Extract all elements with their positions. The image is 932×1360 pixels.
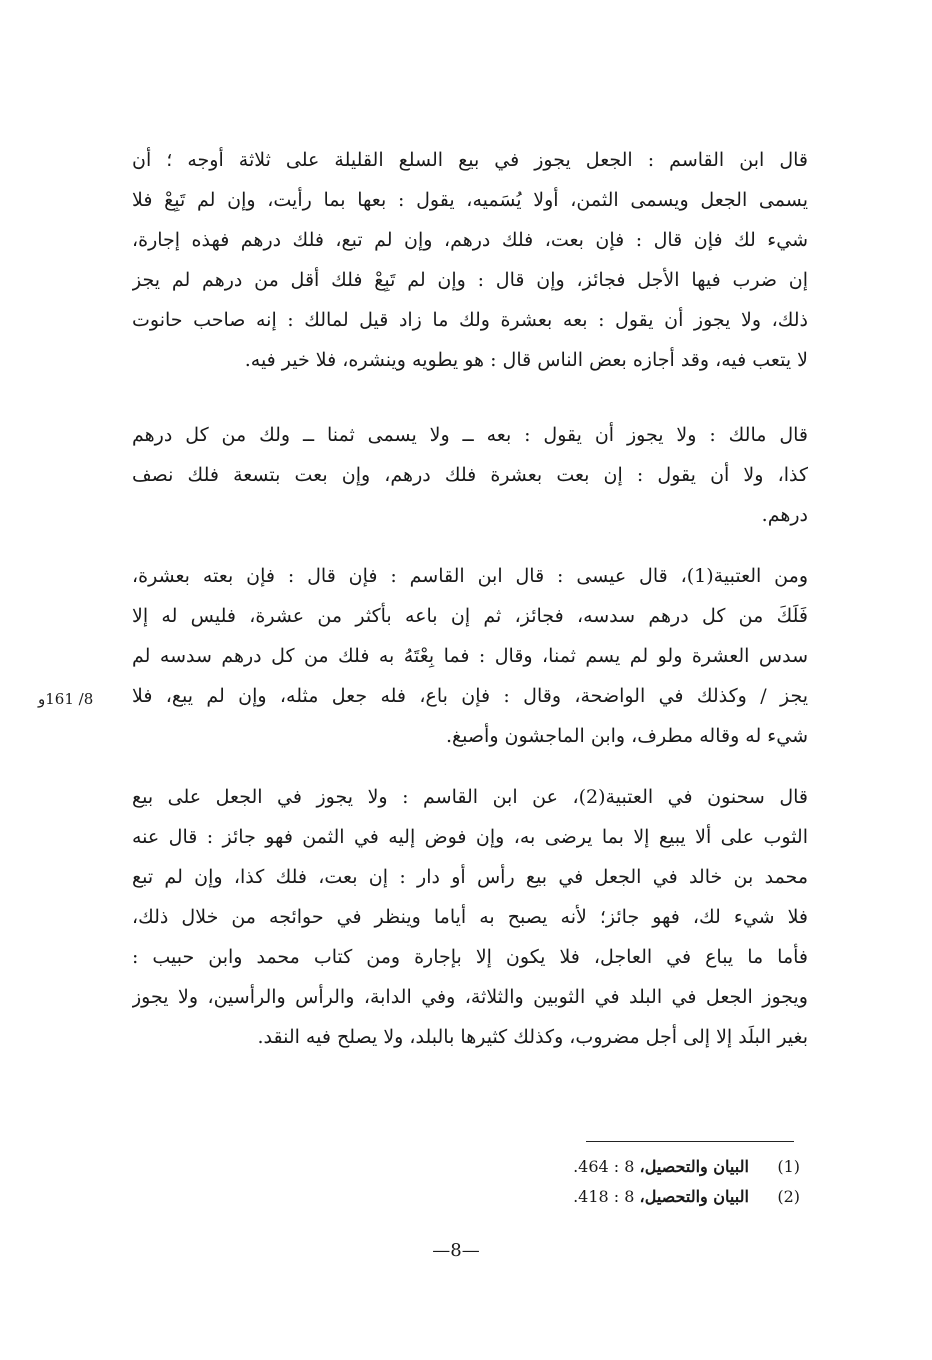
text-line: فَلَكَ من كل درهم سدسه، فجائز، ثم إن باعه بأكثر من عشرة، فليس له إلا [132,605,808,627]
text-line: محمد بن خالد في الجعل في بيع رأس أو دار : إن بعت، فلك كذا، وإن لم تبع [132,866,808,888]
footnote-number: (2) [777,1187,800,1206]
page-number: —8— [432,1240,480,1261]
text-line: سدس العشرة ولو لم يسم ثمنا، وقال : فما بِعْتَهُ به فلك من كل درهم سدسه لم [132,645,808,667]
text-line: كذا، ولا أن يقول : إن بعت بعشرة فلك درهم، وإن بعت بتسعة فلك نصف [132,464,808,486]
text-line: إن ضرب فيها الأجل فجائز، وإن قال : وإن لم تَبِعْ فلك أقل من درهم لم يجز [132,269,808,291]
footnote-2 [440,1182,800,1212]
footnote-1 [440,1152,800,1182]
footnotes [440,1152,800,1212]
text-line: شيء له وقاله مطرف، وابن الماجشون وأصبغ. [446,725,808,747]
text-line: الثوب على ألا يبيع إلا بما يرضى به، وإن فوض إليه في الثمن فهو جائز : قال عنه [132,826,808,848]
paragraph-4 [132,777,808,1057]
text-line: بغير البلَد إلا إلى أجل مضروب، وكذلك كثيرها بالبلد، ولا يصلح فيه النقد. [257,1026,808,1048]
text-line: قال مالك : ولا يجوز أن يقول : بعه ــ ولا يسمى ثمنا ــ ولك من كل درهم [132,424,808,446]
text-line: قال سحنون في العتبية(2)، عن ابن القاسم : ولا يجوز في الجعل على بيع [132,786,808,808]
footnote-number: (1) [777,1157,800,1176]
text-line: ويجوز الجعل في البلد في الثوبين والثلاثة، وفي الدابة، والرأس والرأسين، ولا يجوز [132,986,808,1008]
text-line: فلا شيء لك، فهو جائز؛ لأنه يصبح به أياما وينظر في حوائجه من خلال ذلك، [132,906,808,928]
footnote-ref: 8 : 464. [573,1157,635,1176]
paragraph-2 [132,415,808,535]
footnote-divider [586,1141,794,1142]
paragraph-3 [132,556,808,756]
footnote-ref: 8 : 418. [573,1187,635,1206]
text-line: درهم. [761,504,808,526]
margin-folio-note: 8/ 161و [38,690,94,708]
footnote-source: البيان والتحصيل، [639,1187,749,1206]
paragraph-1 [132,140,808,380]
footnote-source: البيان والتحصيل، [639,1157,749,1176]
text-line: يجز / وكذلك في الواضحة، وقال : فإن باع، فله جعل مثله، وإن لم يبع، فلا [132,685,808,707]
text-line: ذلك، ولا يجوز أن يقول : بعه بعشرة ولك ما زاد قيل لمالك : إنه صاحب حانوت [132,309,808,331]
text-line: فأما ما يباع في العاجل، فلا يكون إلا بإجارة ومن كتاب محمد وابن حبيب : [132,946,808,968]
text-line: قال ابن القاسم : الجعل يجوز في بيع السلع القليلة على ثلاثة أوجه ؛ أن [132,149,808,171]
text-line: ومن العتبية(1)، قال عيسى : قال ابن القاسم : فإن قال : فإن بعته بعشرة، [132,565,808,587]
text-line: شيء لك فإن قال : فإن بعت، فلك درهم، وإن لم تبع، فلك درهم فهذه إجارة، [132,229,808,251]
text-line: لا يتعب فيه، وقد أجازه بعض الناس قال : هو يطويه وينشره، فلا خير فيه. [244,349,808,371]
text-line: يسمى الجعل ويسمى الثمن، أولا يُسَميه، يقول : بعها بما رأيت، وإن لم تَبِعْ فلا [132,189,808,211]
